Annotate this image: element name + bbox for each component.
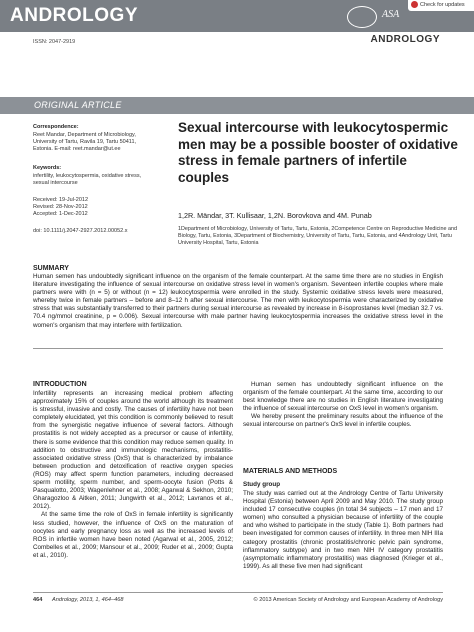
corr-line: Reet Mandar, Department of Microbiology, — [33, 132, 136, 138]
article-type-label: ORIGINAL ARTICLE — [34, 100, 122, 110]
keywords-label: Keywords: — [33, 165, 62, 171]
journal-logo-icon — [347, 6, 377, 28]
update-icon — [411, 1, 418, 8]
article-title: Sexual intercourse with leukocytospermic men may be a possible booster of oxidative stress in female partners of infertile couples — [178, 120, 458, 185]
journal-title: ANDROLOGY — [10, 5, 138, 26]
footer-divider — [33, 592, 443, 593]
intro-paragraph: At the same time the role of OxS in female infertility is significantly less studied, however, the influence of OxS on the maturation of oocytes and early pregnancy loss as well as the increased levels of ROS in infertile women have been noted (Agarwal et al., 2005, 2012; Combelles et al., 2009; Mansour et al., 2009; Ruder et al., 2009; Gupta et al., 2010). — [33, 511, 233, 559]
summary-text: Human semen has undoubtedly significant influence on the organism of the female counterpart. At the same time there are no studies in English literature investigating the influence of sexual intercourse on oxidative stress level in women's organism. Seventeen infertile couples where male partners were with (n = 5) or without (n = 12) leukocytospermia were enrolled in the study. Systemic oxidative stress levels were measured, whereby twice in female partners – before and 8–12 h after sexual intercourse. The men with leukocytospermia were characterized by oxidative stress that was substantially transferred to their partners during sexual intercourse as revealed by increase in 8-isoprostanes level (median 32.7 vs. 70.4 ng/mmol creatinine, p = 0.006). Sexual intercourse with male partner having leukocytospermia increases the oxidative stress level in the women's organism that may interfere with fertilization. — [33, 273, 443, 329]
accepted-date: Accepted: 1-Dec-2012 — [33, 211, 88, 218]
summary-heading: SUMMARY — [33, 265, 69, 272]
revised-date: Revised: 28-Nov-2012 — [33, 204, 88, 211]
society-logo: ASA — [382, 9, 400, 20]
corr-line: University of Tartu, Ravila 19, Tartu 50411, — [33, 139, 137, 146]
introduction-heading: INTRODUCTION — [33, 381, 87, 388]
check-updates-label: Check for updates — [420, 2, 465, 8]
journal-citation: Andrology, 2013, 1, 464–468 — [52, 597, 124, 603]
doi-link[interactable]: doi: 10.1111/j.2047-2927.2012.00052.x — [33, 228, 128, 234]
article-dates — [33, 197, 168, 219]
introduction-text — [33, 390, 233, 560]
right-column-text — [243, 381, 443, 430]
journal-brand: ANDROLOGY — [370, 34, 440, 45]
correspondence-label: Correspondence: — [33, 124, 79, 130]
body-paragraph: Human semen has undoubtedly significant influence on the organism of the female counterpart. At the same time, according to our best knowledge there are no studies in English literature investigating the influence of sexual intercourse on OxS level in women's organism. — [243, 381, 443, 413]
keywords-text — [33, 173, 168, 187]
author-affiliations: 1Department of Microbiology, University of Tartu, Tartu, Estonia, 2Competence Centre on Reproductive Medicine and Biology, Tartu, Estonia, 3Department of Biochemistry, University of Tartu, Tartu, Estonia, and 4Andrology Unit, Tartu University Hospital, Tartu, Estonia — [178, 226, 457, 246]
page-number: 464 — [33, 597, 43, 603]
copyright: © 2013 American Society of Andrology and European Academy of Andrology — [253, 597, 443, 603]
keywords-line: sexual intercourse — [33, 180, 78, 187]
body-paragraph: We hereby present the preliminary results about the influence of the sexual intercourse on partner's OxS level in infertile couples. — [243, 413, 443, 429]
received-date: Received: 19-Jul-2012 — [33, 197, 89, 203]
summary-divider — [33, 348, 443, 349]
check-for-updates-button[interactable] — [408, 0, 474, 11]
keywords-line: infertility, leukocytospermia, oxidative stress, — [33, 173, 142, 179]
correspondence-text — [33, 132, 168, 154]
study-group-heading: Study group — [243, 481, 281, 488]
article-authors: 1,2R. Mändar, 3T. Kullisaar, 1,2N. Borovkova and 4M. Punab — [178, 211, 372, 220]
corr-line: Estonia. E-mail: reet.mandar@ut.ee — [33, 146, 121, 153]
intro-paragraph: Infertility represents an increasing medical problem affecting approximately 15% of couples around the world although its treatment is stressful, invasive and costly. The causes of infertility have not been completely elucidated, yet this condition is commonly believed to result from the synergistic negative influence of several factors. Although prostatitis is not widely accepted as a precursor or cause of infertility, there is some evidence that this condition may reduce semen quality. In addition to obstructive and immunologic mechanisms, prostatitis-associated oxidative stress (OxS) that is characterized by imbalance between production and detoxification of reactive oxygen species (ROS) may affect sperm function parameters, including decreased sperm motility, sperm number, and sperm-oocyte fusion (Potts & Pasqualotto, 2003; Wagenlehner et al., 2008; Agarwal & Sekhon, 2010; Gharagozloo & Aitken, 2011; Jungwirth et al., 2012; Lavranos et al., 2012). — [33, 390, 233, 511]
methods-heading: MATERIALS AND METHODS — [243, 468, 338, 475]
study-group-text: The study was carried out at the Andrology Centre of Tartu University Hospital (Estonia) between April 2009 and May 2010. The study group included 17 consecutive couples (in total 34 subjects – 17 men and 17 women) who consulted a physician because of infertility of the couple and who wished to participate in the study (Table 1). Both partners had been investigated for common causes of infertility. In three men NIH IIIa category prostatitis (chronic prostatitis/chronic pelvic pain syndrome, inflammatory subtype) and in two men NIH IV category prostatitis (asymptomatic inflammatory prostatitis) was diagnosed (Krieger et al., 1999). As all these five men had significant — [243, 490, 443, 570]
issn: ISSN: 2047-2919 — [33, 39, 76, 45]
